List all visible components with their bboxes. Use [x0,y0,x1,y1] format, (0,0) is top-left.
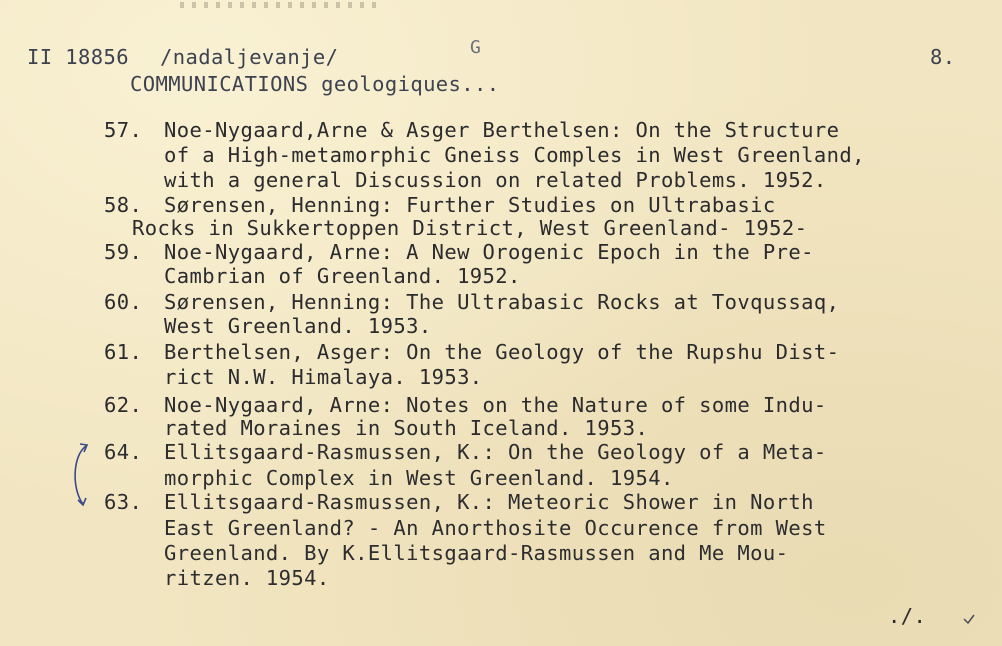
series-title: COMMUNICATIONS geologiques... [130,72,500,96]
entry-line: Noe-Nygaard, Arne: Notes on the Nature of some Indu- [164,393,827,417]
entry-line: Berthelsen, Asger: On the Geology of the Rupshu Dist- [164,340,840,364]
entry-line: Ellitsgaard-Rasmussen, K.: On the Geology of a Meta- [164,440,827,464]
entry-line: Ellitsgaard-Rasmussen, K.: Meteoric Shower in North [164,490,814,514]
entry-line: West Greenland. 1953. [164,314,432,338]
entry-line: rated Moraines in South Iceland. 1953. [164,416,649,440]
continued-mark: ./. [888,604,927,628]
entry-line: Noe-Nygaard,Arne & Asger Berthelsen: On the Structure [164,118,840,142]
entry-line: with a general Discussion on related Problems. 1952. [164,168,827,192]
check-mark-icon [962,612,976,626]
entry-line: morphic Complex in West Greenland. 1954. [164,466,674,490]
entry-number: 61. [104,340,143,364]
entry-line: East Greenland? - An Anorthosite Occurence from West [164,516,827,540]
continuation-note: /nadaljevanje/ [160,45,339,69]
entry-number: 59. [104,240,143,264]
entry-line: Sørensen, Henning: Further Studies on Ultrabasic [164,193,776,217]
entry-number: 63. [104,490,143,514]
pencil-letter: G [470,37,482,58]
curved-double-arrow-icon [70,440,96,510]
entry-line: Noe-Nygaard, Arne: A New Orogenic Epoch in the Pre- [164,240,814,264]
entry-number: 58. [104,193,143,217]
call-number: II 18856 [27,45,129,69]
entry-line: ritzen. 1954. [164,566,330,590]
entry-line: Greenland. By K.Ellitsgaard-Rasmussen and Me Mou- [164,541,789,565]
entry-line: Cambrian of Greenland. 1952. [164,264,521,288]
entry-number: 60. [104,290,143,314]
entry-number: 57. [104,118,143,142]
entry-number: 64. [104,440,143,464]
entry-line: rict N.W. Himalaya. 1953. [164,365,483,389]
top-edge-marks [180,2,380,8]
entry-line: Rocks in Sukkertoppen District, West Greenland- 1952- [132,216,808,240]
entry-number: 62. [104,393,143,417]
entry-line: Sørensen, Henning: The Ultrabasic Rocks at Tovqussaq, [164,290,840,314]
entry-line: of a High-metamorphic Gneiss Comples in West Greenland, [164,143,865,167]
card-page-number: 8. [930,45,956,69]
